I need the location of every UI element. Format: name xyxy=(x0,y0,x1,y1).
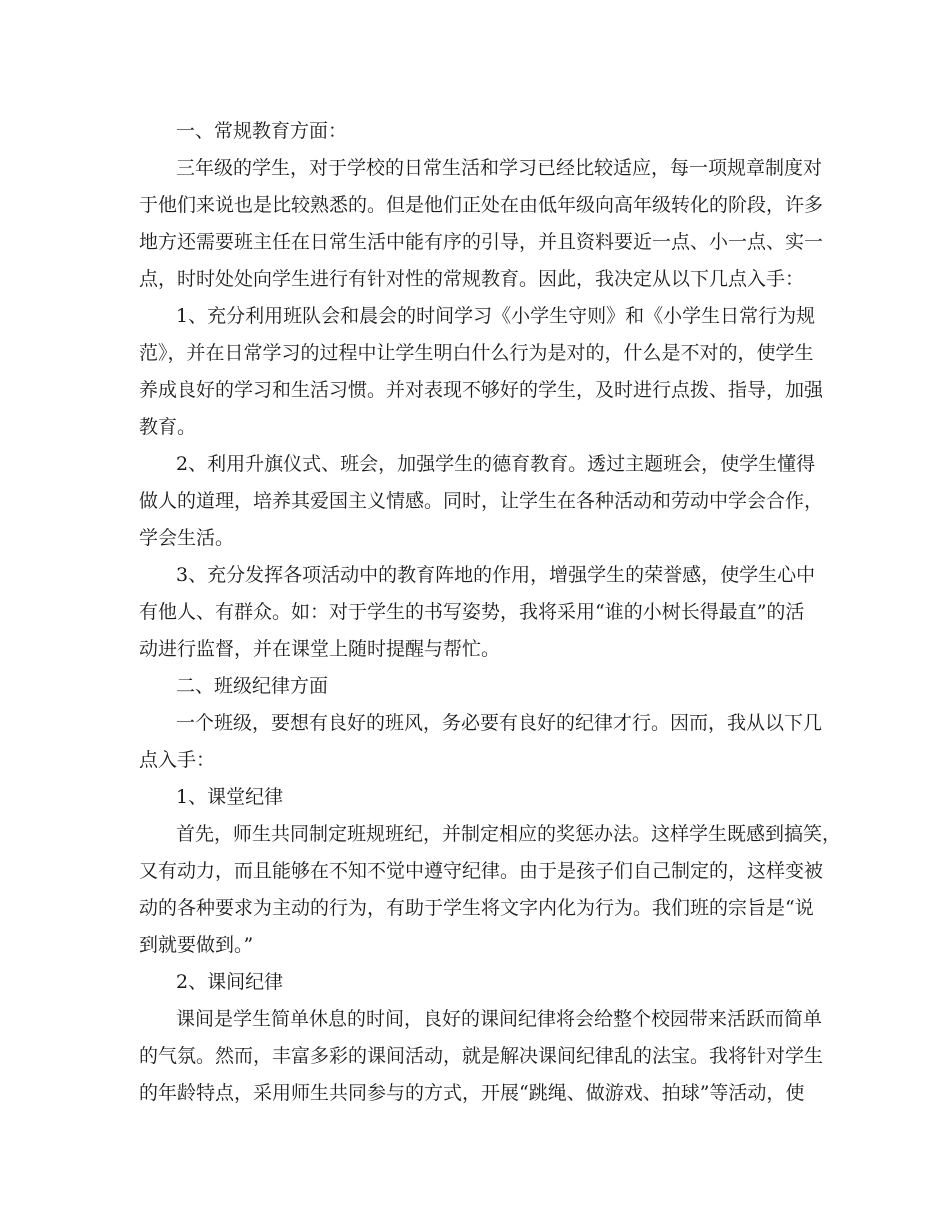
paragraph-line: 2、利用升旗仪式、班会，加强学生的德育教育。透过主题班会，使学生懂得 xyxy=(176,453,816,475)
paragraph-line: 学会生活。 xyxy=(139,527,235,549)
paragraph-line: 的气氛。然而，丰富多彩的课间活动，就是解决课间纪律乱的法宝。我将针对学生 xyxy=(139,1045,824,1067)
paragraph-line: 课间是学生简单休息的时间，良好的课间纪律将会给整个校园带来活跃而简单 xyxy=(176,1008,823,1030)
paragraph-line: 动的各种要求为主动的行为，有助于学生将文字内化为行为。我们班的宗旨是“说 xyxy=(139,897,814,919)
paragraph-line: 1、充分利用班队会和晨会的时间学习《小学生守则》和《小学生日常行为规 xyxy=(176,305,816,327)
paragraph-line: 有他人、有群众。如：对于学生的书写姿势，我将采用“谁的小树长得最直”的活 xyxy=(139,601,805,623)
paragraph-line: 养成良好的学习和生活习惯。并对表现不够好的学生，及时进行点拨、指导，加强 xyxy=(139,379,824,401)
paragraph-line: 3、充分发挥各项活动中的教育阵地的作用，增强学生的荣誉感，使学生心中 xyxy=(176,564,816,586)
subsection-heading: 2、课间纪律 xyxy=(176,971,284,993)
paragraph-line: 点入手： xyxy=(139,749,216,771)
paragraph-line: 地方还需要班主任在日常生活中能有序的引导，并且资料要近一点、小一点、实一 xyxy=(139,231,824,253)
paragraph-line: 首先，师生共同制定班规班纪，并制定相应的奖惩办法。这样学生既感到搞笑， xyxy=(176,823,842,845)
subsection-heading: 1、课堂纪律 xyxy=(176,786,284,808)
paragraph-line: 又有动力，而且能够在不知不觉中遵守纪律。由于是孩子们自己制定的，这样变被 xyxy=(139,860,824,882)
section-heading: 二、班级纪律方面 xyxy=(176,675,329,697)
paragraph-line: 三年级的学生，对于学校的日常生活和学习已经比较适应，每一项规章制度对 xyxy=(176,157,823,179)
paragraph-line: 做人的道理，培养其爱国主义情感。同时，让学生在各种活动和劳动中学会合作， xyxy=(139,490,824,512)
paragraph-line: 教育。 xyxy=(139,416,197,438)
section-heading: 一、常规教育方面： xyxy=(176,120,348,142)
paragraph-line: 点，时时处处向学生进行有针对性的常规教育。因此，我决定从以下几点入手： xyxy=(139,268,805,290)
paragraph-line: 动进行监督，并在课堂上随时提醒与帮忙。 xyxy=(139,638,501,660)
paragraph-line: 的年龄特点，采用师生共同参与的方式，开展“跳绳、做游戏、拍球”等活动，使 xyxy=(139,1082,805,1104)
paragraph-line: 范》，并在日常学习的过程中让学生明白什么行为是对的，什么是不对的，使学生 xyxy=(139,342,814,364)
paragraph-line: 到就要做到。” xyxy=(139,934,254,956)
paragraph-line: 一个班级，要想有良好的班风，务必要有良好的纪律才行。因而，我从以下几 xyxy=(176,712,823,734)
paragraph-line: 于他们来说也是比较熟悉的。但是他们正处在由低年级向高年级转化的阶段，许多 xyxy=(139,194,824,216)
